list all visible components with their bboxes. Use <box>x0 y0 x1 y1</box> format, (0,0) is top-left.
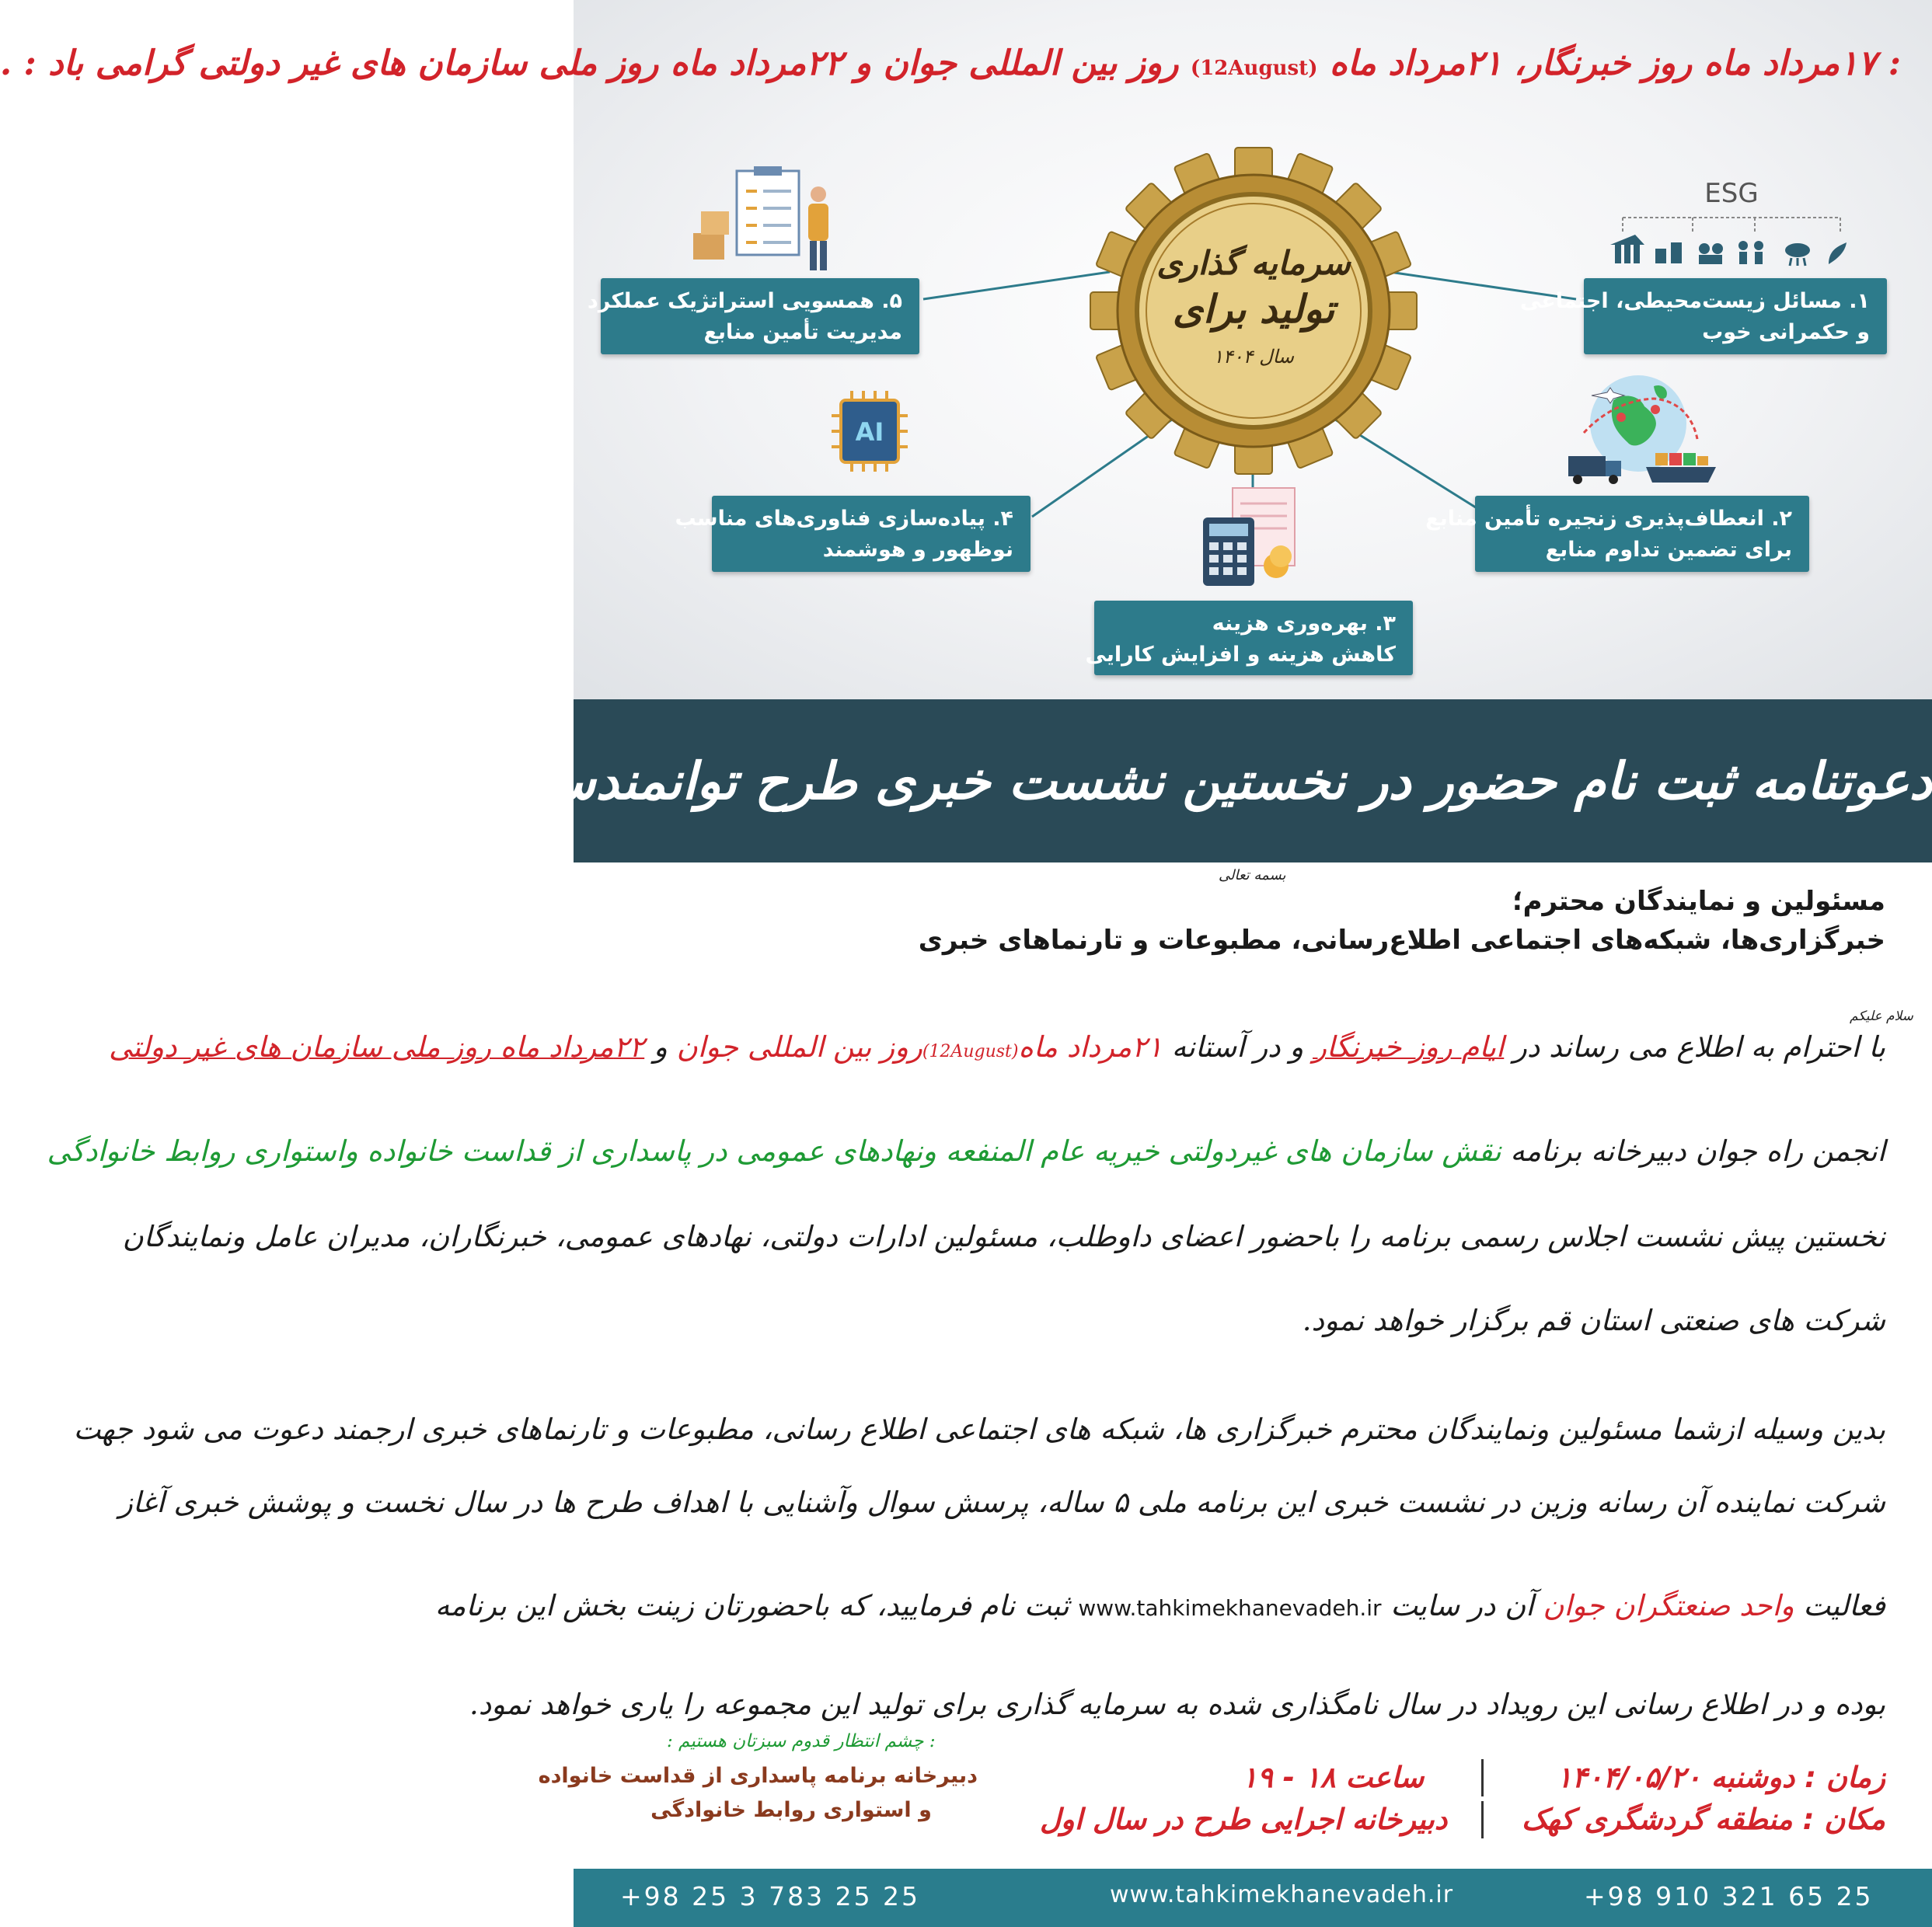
item-box-4-line-2: نوظهور و هوشمند <box>822 538 1013 562</box>
emblem-line-1: سرمایه گذاری <box>1156 244 1351 282</box>
item-box-5 <box>587 278 919 354</box>
body-line-1: با احترام به اطلاع می رساند در ایام روز خبرنگار و در آستانه ۲۱مرداد ماه(12August)روز بین المللی جوان و ۲۲مرداد ماه روز ملی سازمان های غیر دولتی <box>108 1030 1885 1064</box>
logistics-illustration <box>1553 369 1724 493</box>
item-box-3-line-2: کاهش هزینه و افزایش کارایی <box>1085 643 1396 667</box>
item-box-2-line-1: ۲. انعطاف‌پذیری زنجیره تأمین منابع <box>1425 507 1792 531</box>
secretariat-line-2: و استواری روابط خانوادگی <box>650 1798 932 1822</box>
header-area <box>0 0 1932 699</box>
item-box-3 <box>1085 601 1413 675</box>
info-separator <box>1481 1801 1484 1838</box>
item-box-2-line-2: برای تضمین تداوم منابع <box>1545 538 1792 562</box>
salam-label: سلام علیکم <box>1850 1009 1913 1024</box>
footer-phone-2[interactable]: +98 910 321 65 25 <box>1584 1881 1874 1911</box>
website-link[interactable]: www.tahkimekhanevadeh.ir <box>1078 1595 1382 1621</box>
tabarak-label: بسمه تعالی <box>1219 867 1286 883</box>
item-box-4-line-1: ۴. پیاده‌سازی فناوری‌های مناسب <box>675 507 1013 531</box>
ai-label: AI <box>855 417 884 447</box>
body-line-2: انجمن راه جوان دبیرخانه برنامه نقش سازمان های غیردولتی خیریه عام المنفعه ونهادهای عمومی در پاسداری از قداست خانواده واستواری روابط خانوادگی <box>47 1134 1885 1168</box>
event-place: مکان : منطقه گردشگری کهک <box>1521 1803 1885 1836</box>
body-line-5: بدین وسیله ازشما مسئولین ونمایندگان محترم خبرگزاری ها، شبکه های اجتماعی اطلاع رسانی، مطبوعات و تارنماهای خبری ارجمند دعوت می شود جهت <box>73 1413 1885 1446</box>
emblem-line-3: سال ۱۴۰۴ <box>1212 346 1295 368</box>
item-box-3-line-1: ۳. بهره‌وری هزینه <box>1212 612 1396 636</box>
emblem-gear <box>1086 144 1421 478</box>
ai-chip-icon <box>821 385 922 478</box>
waiting-note: : چشم انتظار قدوم سبزتان هستیم : <box>667 1731 936 1751</box>
clipboard-illustration <box>682 163 846 280</box>
item-box-1-line-2: و حکمرانی خوب <box>1702 320 1870 344</box>
calculator-illustration <box>1195 482 1312 591</box>
commemoration-headline: : ۱۷مرداد ماه روز خبرنگار، ۲۱مرداد ماه (12August) روز بین المللی جوان و ۲۲مرداد ماه روز ملی سازمان های غیر دولتی گرامی باد : . <box>0 44 1901 83</box>
address-line-2: خبرگزاری‌ها، شبکه‌های اجتماعی اطلاع‌رسانی، مطبوعات و تارنماهای خبری <box>918 925 1885 956</box>
address-line-1: مسئولین و نمایندگان محترم؛ <box>1512 886 1885 917</box>
event-place-detail: دبیرخانه اجرایی طرح در سال اول <box>1040 1803 1448 1836</box>
emblem-line-2: تولید برای <box>1172 286 1335 332</box>
info-separator <box>1481 1759 1484 1796</box>
item-box-5-line-1: ۵. همسویی استراتژیک عملکرد <box>587 289 902 313</box>
event-time: ساعت ۱۸ - ۱۹ <box>1242 1761 1425 1794</box>
esg-label: ESG <box>1704 178 1759 209</box>
body-line-8: بوده و در اطلاع رسانی این رویداد در سال نامگذاری شده به سرمایه گذاری برای تولید این مجموعه را یاری خواهد نمود. <box>469 1688 1885 1721</box>
body-line-3: نخستین پیش نشست اجلاس رسمی برنامه را باحضور اعضای داوطلب، مسئولین ادارات دولتی، نهادهای عمومی، خبرنگاران، مدیران عامل ونمایندگان <box>122 1220 1885 1253</box>
item-box-1 <box>1519 278 1887 354</box>
footer-website[interactable]: www.tahkimekhanevadeh.ir <box>1110 1881 1454 1908</box>
item-box-5-line-2: مدیریت تأمین منابع <box>703 320 902 344</box>
body-line-4: شرکت های صنعتی استان قم برگزار خواهد نمود. <box>1302 1304 1885 1337</box>
esg-illustration <box>1599 171 1864 276</box>
body-line-7: فعالیت واحد صنعتگران جوان آن در سایت www.tahkimekhanevadeh.ir ثبت نام فرمایید، که باحضورتان زینت بخش این برنامه <box>434 1589 1885 1622</box>
item-box-1-line-1: ۱. مسائل زیست‌محیطی، اجتماعی <box>1519 289 1870 313</box>
item-box-2 <box>1425 496 1809 572</box>
event-date: زمان : دوشنبه ۱۴۰۴/۰۵/۲۰ <box>1556 1761 1885 1794</box>
secretariat-line-1: دبیرخانه برنامه پاسداری از قداست خانواده <box>538 1764 978 1788</box>
footer-bar <box>574 1869 1932 1927</box>
body-line-6: شرکت نماینده آن رسانه وزین در نشست خبری این برنامه ملی ۵ ساله، پرسش سوال وآشنایی با اهداف طرح ها در سال نخست و پوشش خبری آغاز <box>118 1486 1885 1519</box>
footer-phone-1[interactable]: +98 25 3 783 25 25 <box>620 1881 921 1911</box>
invitation-title-band: دعوتنامه ثبت نام حضور در نخستین نشست خبری طرح توانمندسازی صنعتگران جوان <box>574 699 1932 862</box>
item-box-4 <box>675 496 1031 572</box>
